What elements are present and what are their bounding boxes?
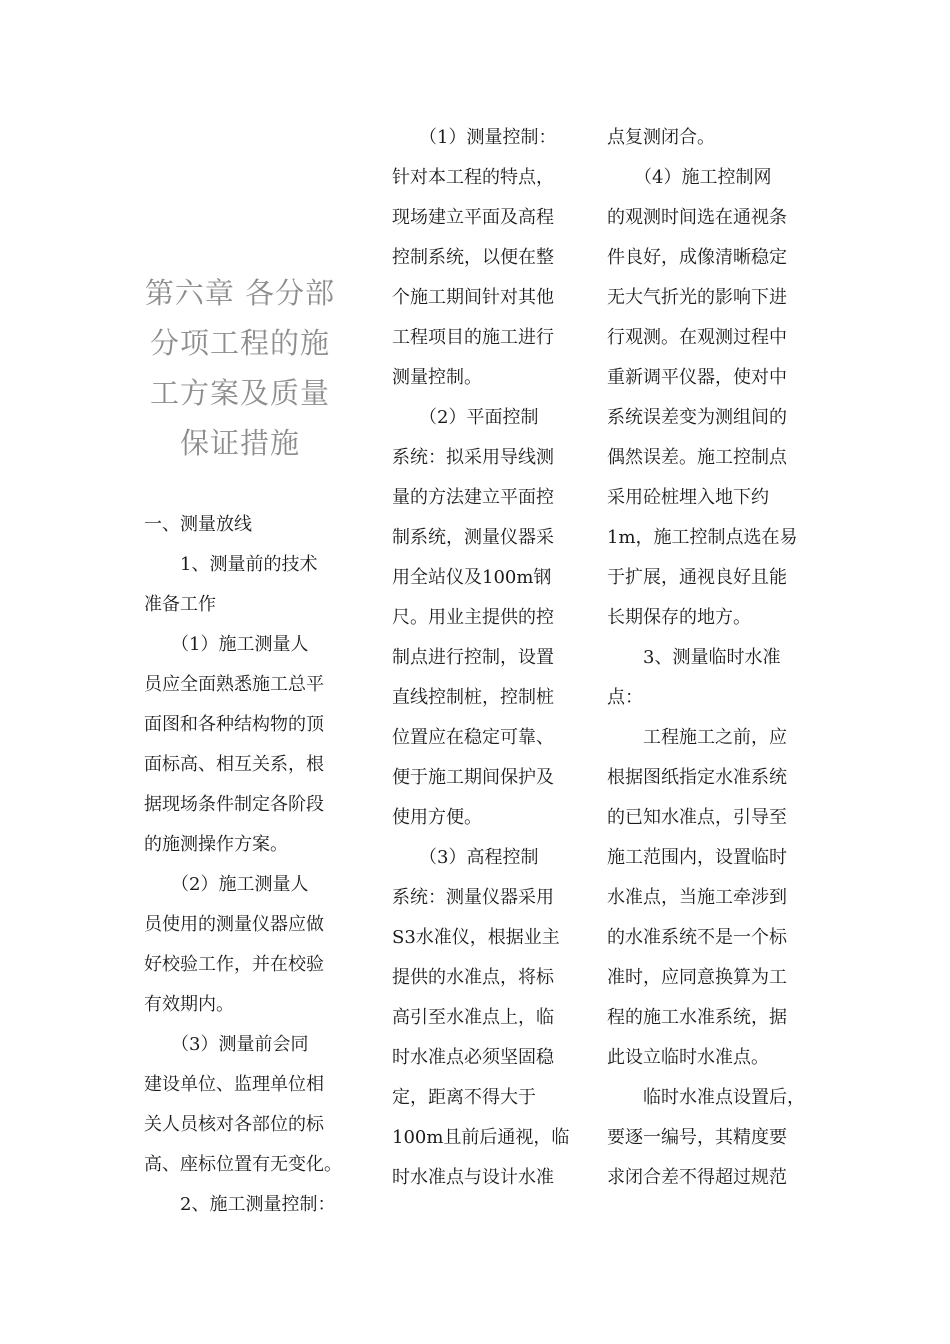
text-line: 临时水准点设置后， <box>607 1087 805 1108</box>
chapter-title <box>140 268 340 468</box>
text-line: 系统误差变为测组间的 <box>607 407 787 428</box>
text-line: 此设立临时水准点。 <box>607 1047 769 1068</box>
text-line: 要逐一编号，其精度要 <box>607 1127 787 1148</box>
text-line: 个施工期间针对其他 <box>392 287 554 308</box>
text-line: 有效期内。 <box>144 994 234 1015</box>
text-line: 高、座标位置有无变化。 <box>144 1154 342 1175</box>
text-line: 点： <box>607 687 643 708</box>
chapter-title-line: 保证措施 <box>179 426 300 460</box>
text-line: 测量控制。 <box>392 367 482 388</box>
text-line: 系统：拟采用导线测 <box>392 447 554 468</box>
text-line: 制系统，测量仪器采 <box>392 527 554 548</box>
text-line: 时水准点必须坚固稳 <box>392 1047 554 1068</box>
text-line: 定，距离不得大于 <box>392 1087 536 1108</box>
text-line: （3）测量前会同 <box>144 1034 309 1055</box>
text-line: 水准点，当施工牵涉到 <box>607 887 787 908</box>
text-line: 3、测量临时水准 <box>607 647 781 668</box>
chapter-title-line: 工方案及质量 <box>149 376 330 410</box>
text-line: 员应全面熟悉施工总平 <box>144 674 324 695</box>
text-line: 偶然误差。施工控制点 <box>607 447 787 468</box>
text-line: 100m且前后通视，临 <box>392 1127 570 1148</box>
text-line: 的施测操作方案。 <box>144 834 288 855</box>
text-line: 员使用的测量仪器应做 <box>144 914 324 935</box>
text-line: 的观测时间选在通视条 <box>607 207 787 228</box>
text-line: 根据图纸指定水准系统 <box>607 767 787 788</box>
text-line: 工程施工之前，应 <box>607 727 787 748</box>
text-line: 一、测量放线 <box>144 514 252 535</box>
text-line: 建设单位、监理单位相 <box>144 1074 324 1095</box>
text-line: 的已知水准点，引导至 <box>607 807 787 828</box>
text-line: （3）高程控制 <box>392 847 539 868</box>
text-line: 时水准点与设计水准 <box>392 1167 554 1188</box>
text-column-3 <box>607 118 817 1198</box>
text-line: （4）施工控制网 <box>607 167 772 188</box>
text-line: 件良好，成像清晰稳定 <box>607 247 787 268</box>
text-line: 用全站仪及100m钢 <box>392 567 552 588</box>
text-line: （1）测量控制： <box>392 127 557 148</box>
text-line: 行观测。在观测过程中 <box>607 327 787 348</box>
text-line: 关人员核对各部位的标 <box>144 1114 324 1135</box>
text-line: 使用方便。 <box>392 807 482 828</box>
text-line: 点复测闭合。 <box>607 127 715 148</box>
text-line: S3水准仪，根据业主 <box>392 927 560 948</box>
text-line: 长期保存的地方。 <box>607 607 751 628</box>
text-line: 针对本工程的特点， <box>392 167 554 188</box>
text-column-1 <box>144 505 349 1225</box>
text-line: 控制系统，以便在整 <box>392 247 554 268</box>
text-line: 重新调平仪器，使对中 <box>607 367 787 388</box>
text-line: （1）施工测量人 <box>144 634 309 655</box>
text-line: 准备工作 <box>144 594 216 615</box>
text-line: 提供的水准点，将标 <box>392 967 554 988</box>
text-line: 施工范围内，设置临时 <box>607 847 787 868</box>
text-line: 便于施工期间保护及 <box>392 767 554 788</box>
text-line: 高引至水准点上，临 <box>392 1007 554 1028</box>
text-line: 求闭合差不得超过规范 <box>607 1167 787 1188</box>
text-line: 量的方法建立平面控 <box>392 487 554 508</box>
text-line: 位置应在稳定可靠、 <box>392 727 554 748</box>
text-line: 1、测量前的技术 <box>144 554 318 575</box>
chapter-title-line: 分项工程的施 <box>149 326 330 360</box>
text-line: 面标高、相互关系，根 <box>144 754 324 775</box>
text-line: （2）平面控制 <box>392 407 539 428</box>
text-line: 程的施工水准系统，据 <box>607 1007 787 1028</box>
text-line: 的水准系统不是一个标 <box>607 927 787 948</box>
text-column-2 <box>392 118 582 1198</box>
text-line: 据现场条件制定各阶段 <box>144 794 324 815</box>
text-line: 2、施工测量控制： <box>144 1194 336 1215</box>
text-line: 直线控制桩，控制桩 <box>392 687 554 708</box>
text-line: 工程项目的施工进行 <box>392 327 554 348</box>
text-line: 现场建立平面及高程 <box>392 207 554 228</box>
text-line: 系统：测量仪器采用 <box>392 887 554 908</box>
text-line: 于扩展，通视良好且能 <box>607 567 787 588</box>
text-line: 尺。用业主提供的控 <box>392 607 554 628</box>
text-line: 制点进行控制，设置 <box>392 647 554 668</box>
text-line: 好校验工作，并在校验 <box>144 954 324 975</box>
text-line: 无大气折光的影响下进 <box>607 287 787 308</box>
text-line: 采用砼桩埋入地下约 <box>607 487 769 508</box>
chapter-title-line: 第六章 各分部 <box>144 276 336 310</box>
text-line: 面图和各种结构物的顶 <box>144 714 324 735</box>
text-line: （2）施工测量人 <box>144 874 309 895</box>
text-line: 1m，施工控制点选在易 <box>607 527 798 548</box>
text-line: 准时，应同意换算为工 <box>607 967 787 988</box>
